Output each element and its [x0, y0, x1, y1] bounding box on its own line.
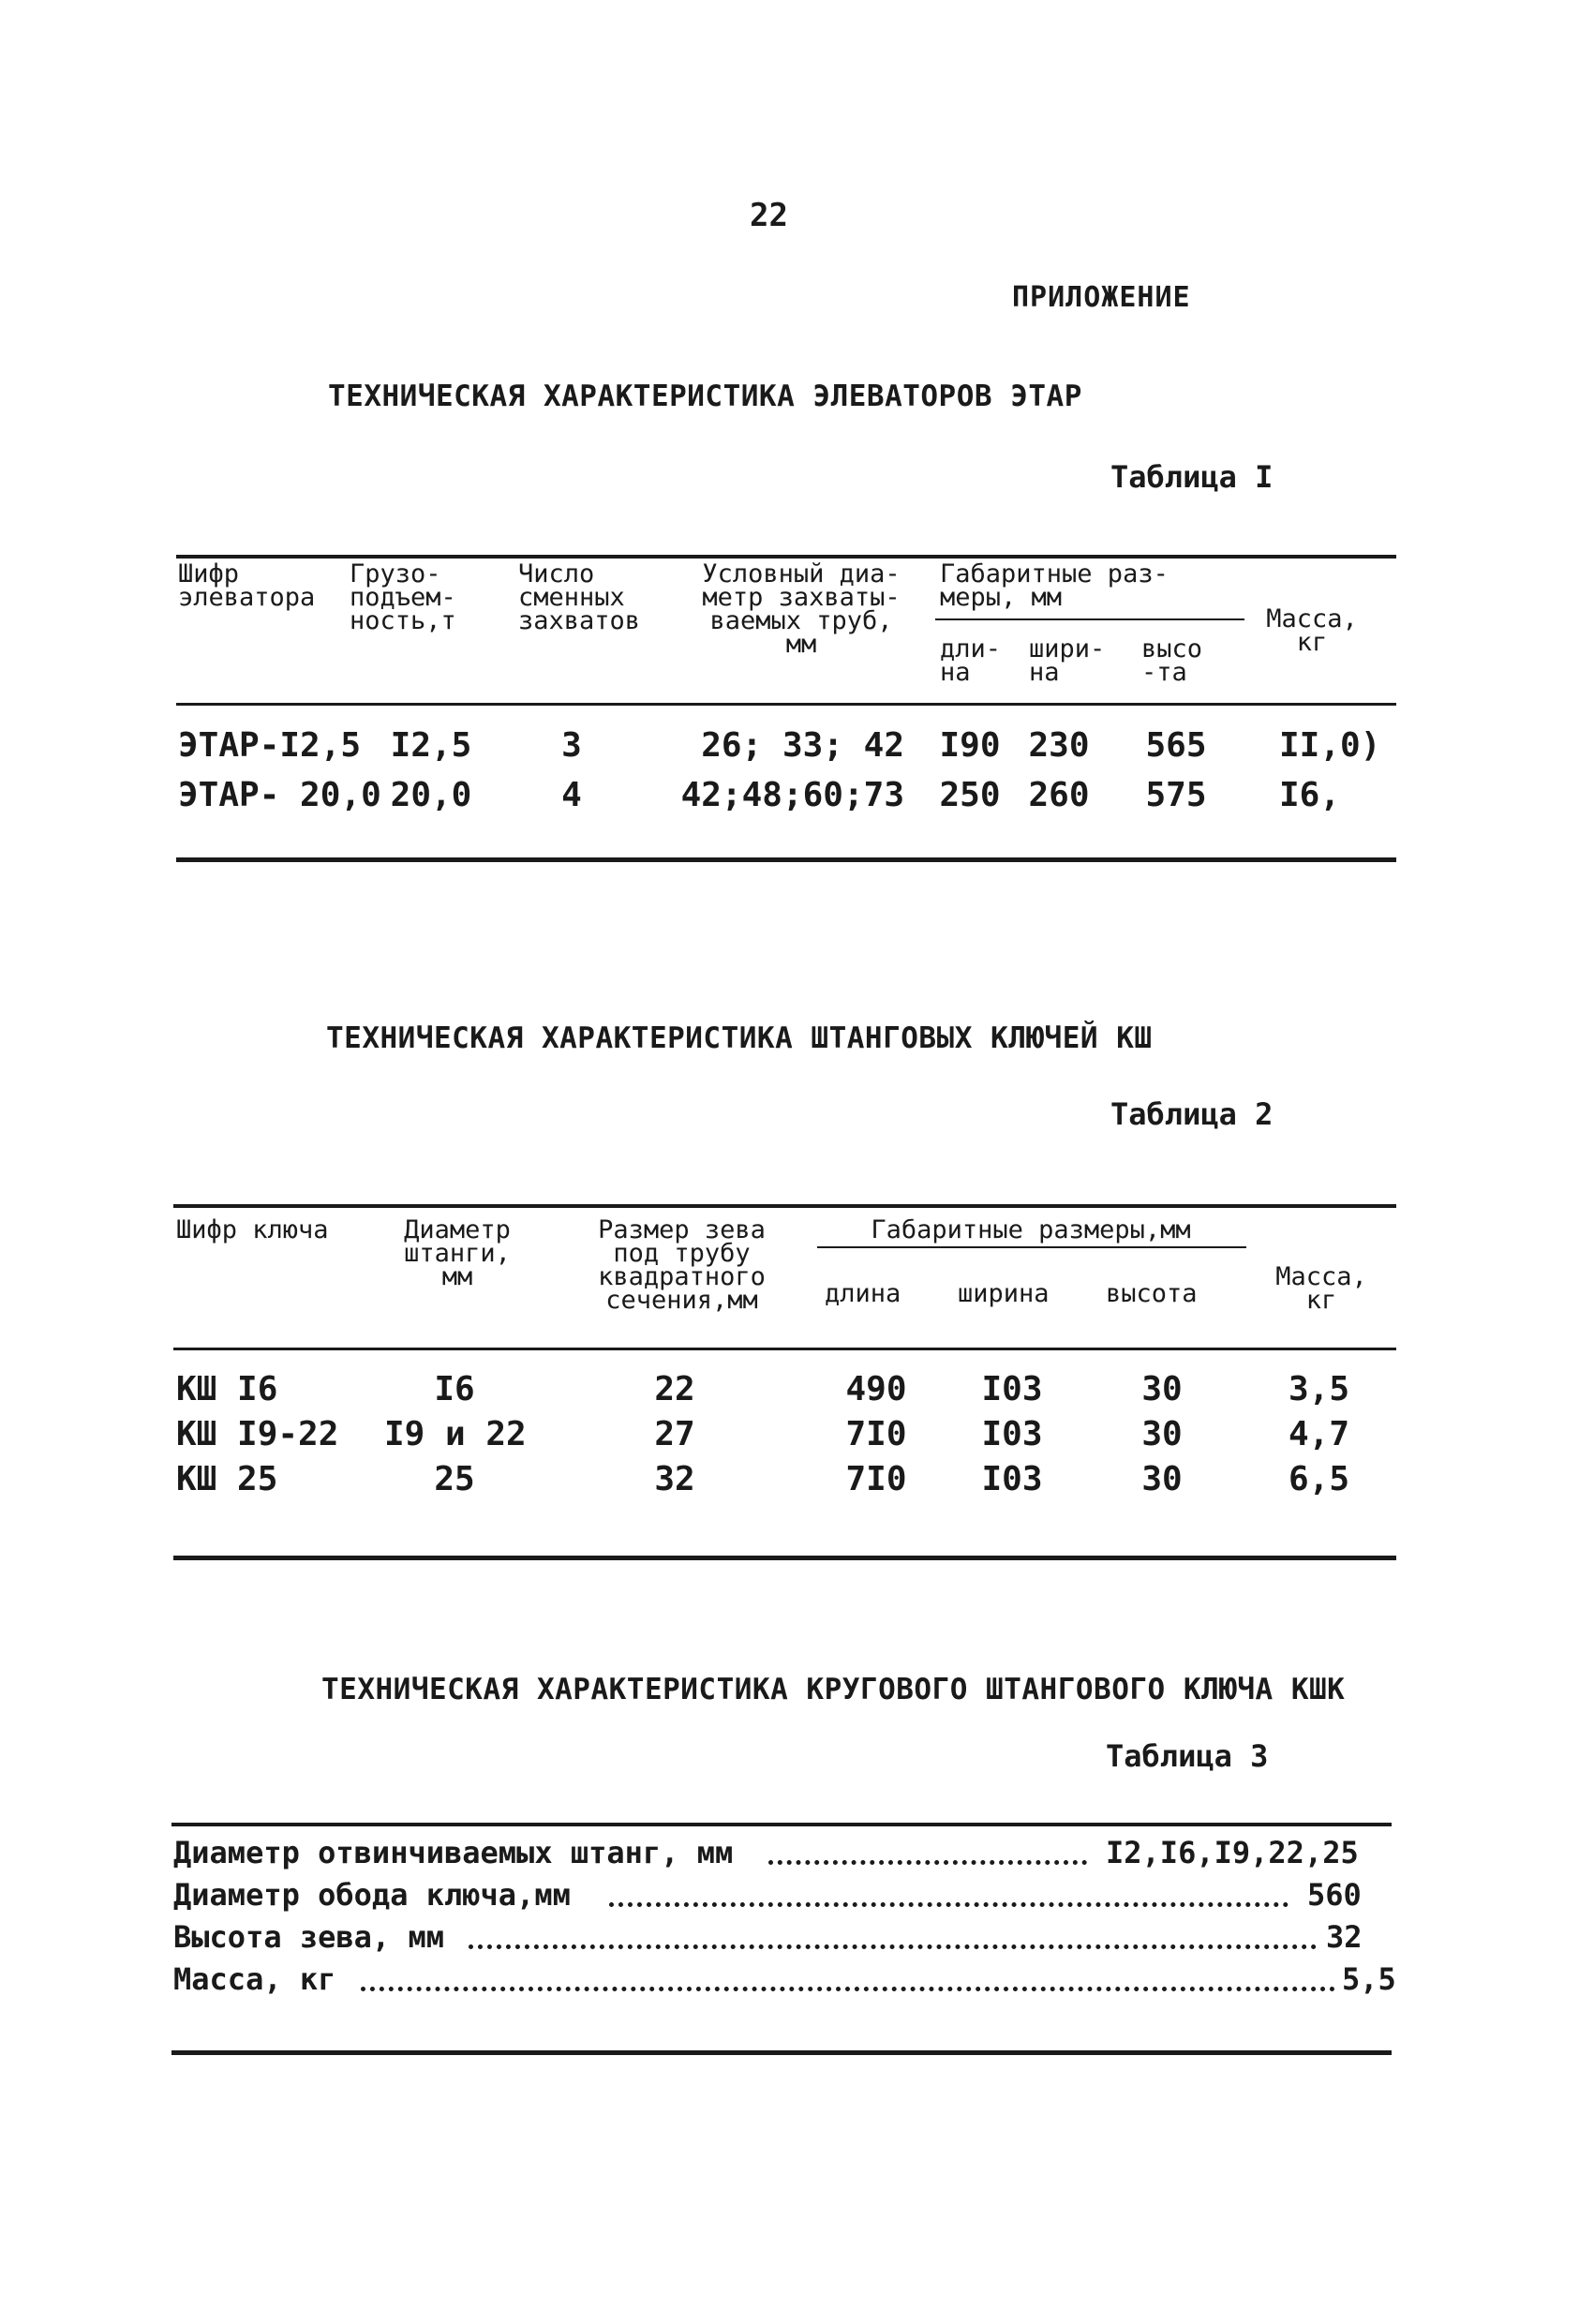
table-2-header-width: ширина: [958, 1279, 1050, 1308]
table-2-cell-mass: 4,7: [1288, 1415, 1349, 1453]
table-1-header-height: высо -та: [1141, 634, 1203, 687]
table-1-cell-grips: 3: [561, 726, 582, 765]
table-1-cell-length: 250: [939, 776, 1001, 814]
table-2-cell-jaw: 27: [654, 1415, 695, 1453]
table-1-label: Таблица I: [1110, 459, 1274, 495]
spec-row-value: 32: [1326, 1919, 1363, 1955]
table-2-header-jaw: Размер зева под трубу квадратного сечения,мм: [598, 1215, 766, 1315]
table-2-bottom-rule: [173, 1556, 1396, 1560]
table-1-header-width: шири- на: [1029, 634, 1106, 687]
table-2-dimensions-rule: [817, 1246, 1246, 1248]
table-1-dimensions-rule: [935, 618, 1244, 620]
table-3-top-rule: [171, 1823, 1392, 1826]
table-1-header-grips: Число сменных захватов: [518, 559, 641, 635]
table-2-cell-code: КШ I6: [176, 1370, 278, 1408]
table-1-cell-height: 575: [1145, 776, 1207, 814]
dot-leader: [768, 1860, 1087, 1865]
table-2-header-mass: Масса, кг: [1275, 1262, 1367, 1315]
table-1-cell-width: 260: [1028, 776, 1090, 814]
table-2-heading: ТЕХНИЧЕСКАЯ ХАРАКТЕРИСТИКА ШТАНГОВЫХ КЛЮЧЕЙ КШ: [326, 1021, 1153, 1055]
table-2-header-height: высота: [1106, 1279, 1198, 1308]
table-1-cell-length: I90: [939, 726, 1001, 765]
table-3-bottom-rule: [171, 2050, 1392, 2055]
table-1-header-code: Шифр элеватора: [178, 559, 316, 612]
spec-row-label: Диаметр обода ключа,мм: [173, 1877, 571, 1913]
table-1-header-length: дли- на: [940, 634, 1002, 687]
table-2-cell-diameter: I9 и 22: [384, 1415, 527, 1453]
table-1-cell-capacity: 20,0: [390, 776, 472, 814]
spec-row-value: 5,5: [1342, 1961, 1396, 1997]
table-1-cell-height: 565: [1145, 726, 1207, 765]
table-1-header-diameter: Условный диа- метр захваты- ваемых труб, мм: [702, 559, 901, 659]
table-2-label: Таблица 2: [1110, 1096, 1274, 1132]
table-1-cell-code: ЭТАР-I2,5: [178, 726, 362, 765]
spec-row-value: 560: [1307, 1877, 1362, 1913]
appendix-title: ПРИЛОЖЕНИЕ: [1012, 281, 1191, 314]
table-2-header-dimensions: Габаритные размеры,мм: [871, 1215, 1191, 1244]
table-2-cell-diameter: 25: [434, 1460, 475, 1498]
table-1-cell-mass: I6,: [1279, 776, 1341, 814]
table-1-cell-capacity: I2,5: [390, 726, 472, 765]
table-2-cell-jaw: 32: [654, 1460, 695, 1498]
table-1-cell-grips: 4: [561, 776, 582, 814]
table-1-header-dimensions: Габаритные раз- меры, мм: [940, 559, 1169, 612]
dot-leader: [609, 1902, 1289, 1907]
table-2-header-rule: [173, 1348, 1396, 1350]
table-2-cell-code: КШ I9-22: [176, 1415, 339, 1453]
page-number: 22: [750, 197, 788, 234]
table-2-cell-width: I03: [981, 1415, 1043, 1453]
table-2-cell-height: 30: [1141, 1370, 1183, 1408]
table-2-cell-width: I03: [981, 1460, 1043, 1498]
spec-row-label: Диаметр отвинчиваемых штанг, мм: [173, 1835, 734, 1870]
table-2-cell-length: 7I0: [845, 1460, 907, 1498]
table-1-header-rule: [176, 703, 1396, 706]
table-2-cell-width: I03: [981, 1370, 1043, 1408]
spec-row-value: I2,I6,I9,22,25: [1106, 1835, 1359, 1870]
table-3-label: Таблица 3: [1106, 1738, 1269, 1774]
table-1-cell-width: 230: [1028, 726, 1090, 765]
table-1-heading: ТЕХНИЧЕСКАЯ ХАРАКТЕРИСТИКА ЭЛЕВАТОРОВ ЭТАР: [328, 380, 1082, 413]
table-1-cell-diameter: 26; 33; 42: [701, 726, 904, 765]
table-2-cell-jaw: 22: [654, 1370, 695, 1408]
table-1-cell-diameter: 42;48;60;73: [680, 776, 904, 814]
table-2-top-rule: [173, 1204, 1396, 1208]
table-3-heading: ТЕХНИЧЕСКАЯ ХАРАКТЕРИСТИКА КРУГОВОГО ШТАНГОВОГО КЛЮЧА КШК: [321, 1673, 1346, 1706]
dot-leader: [469, 1944, 1317, 1949]
table-2-header-diameter: Диаметр штанги, мм: [404, 1215, 511, 1291]
table-2-cell-mass: 3,5: [1288, 1370, 1349, 1408]
table-2-header-code: Шифр ключа: [176, 1215, 329, 1244]
table-1-bottom-rule: [176, 857, 1396, 862]
table-1-cell-mass: II,0): [1279, 726, 1381, 765]
table-1-top-rule: [176, 555, 1396, 559]
table-1-header-mass: Масса, кг: [1266, 604, 1358, 657]
table-2-cell-code: КШ 25: [176, 1460, 278, 1498]
spec-row-label: Высота зева, мм: [173, 1919, 444, 1955]
table-2-cell-length: 7I0: [845, 1415, 907, 1453]
table-2-cell-length: 490: [845, 1370, 907, 1408]
table-2-header-length: длина: [825, 1279, 901, 1308]
table-2-cell-mass: 6,5: [1288, 1460, 1349, 1498]
table-1-header-capacity: Грузо- подъем- ность,т: [350, 559, 456, 635]
table-1-cell-code: ЭТАР- 20,0: [178, 776, 381, 814]
table-2-cell-height: 30: [1141, 1415, 1183, 1453]
dot-leader: [361, 1987, 1335, 1991]
table-2-cell-diameter: I6: [434, 1370, 475, 1408]
table-2-cell-height: 30: [1141, 1460, 1183, 1498]
spec-row-label: Масса, кг: [173, 1961, 336, 1997]
